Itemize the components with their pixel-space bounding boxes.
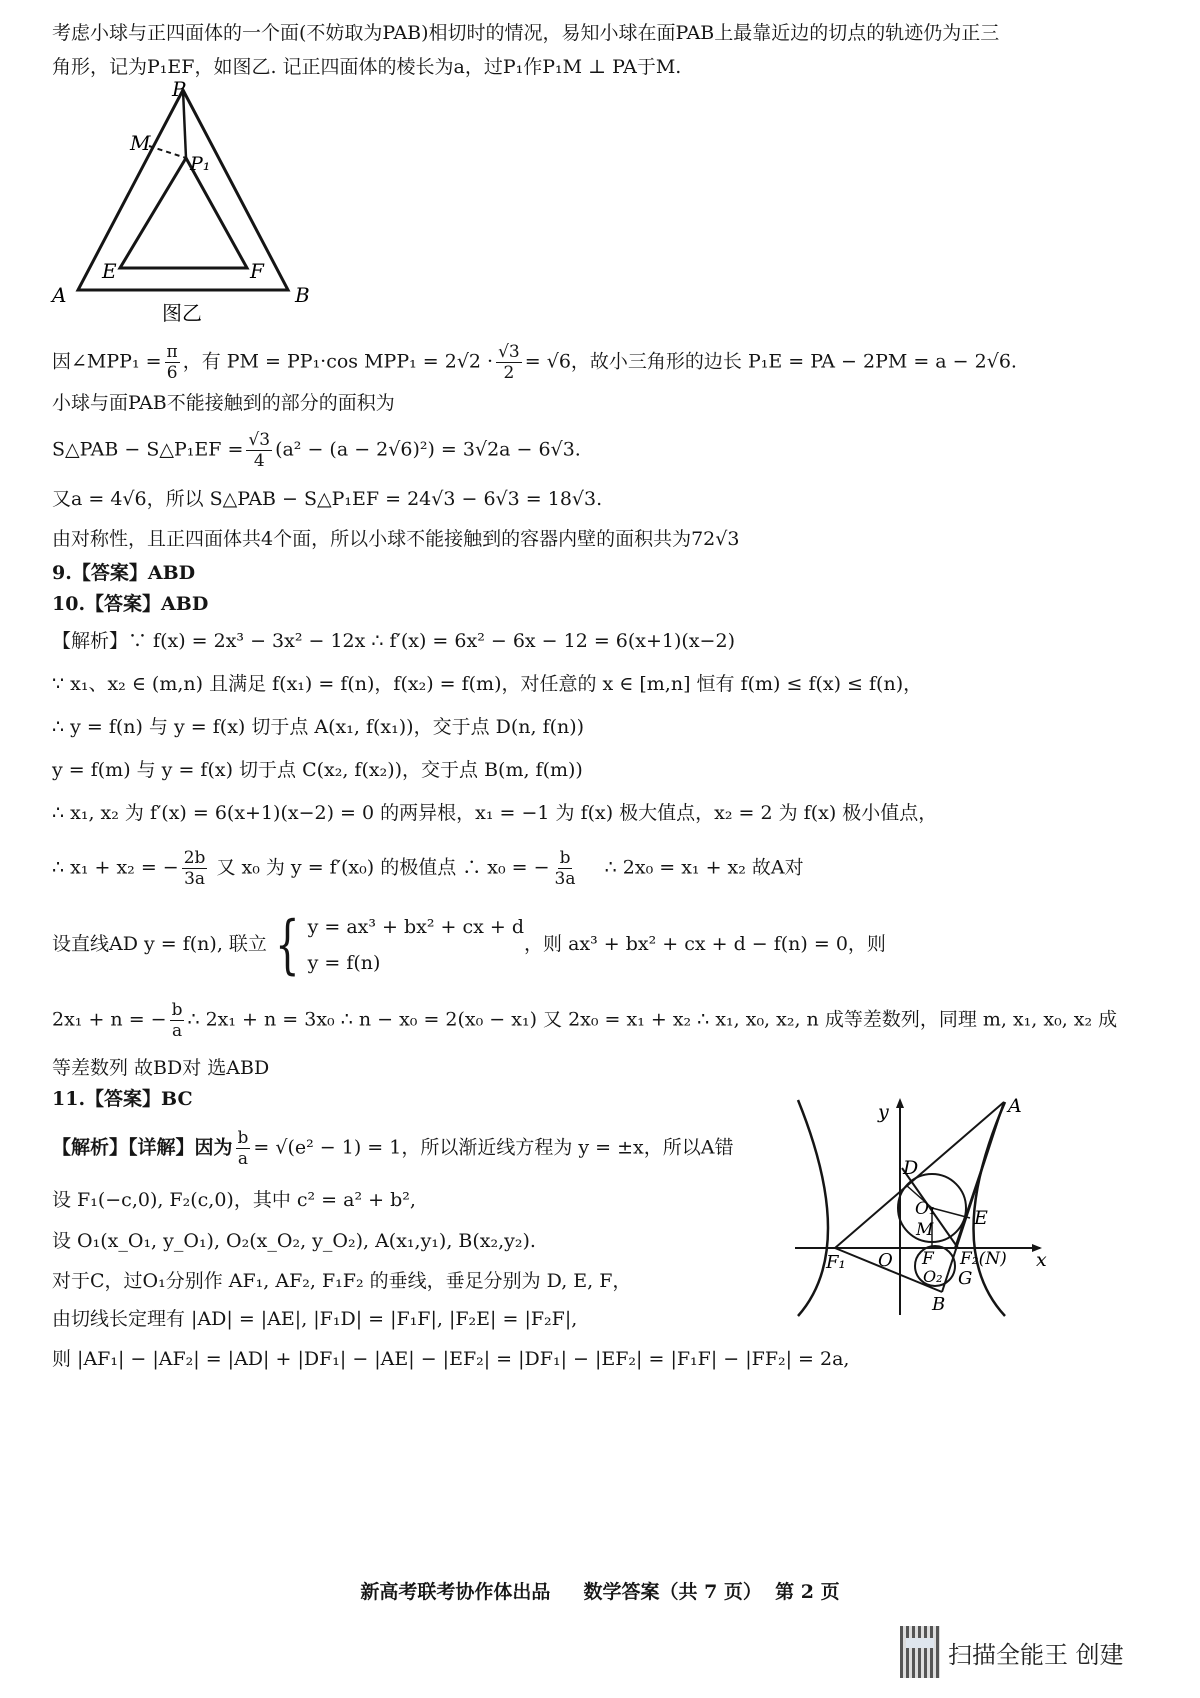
text-line-22: 设 O₁(x_O₁, y_O₁), O₂(x_O₂, y_O₂), A(x₁,y₁), B(x₂,y₂). <box>52 1230 536 1252</box>
text-line-5 <box>52 430 581 471</box>
label-f: F <box>250 259 264 283</box>
l15-part-b: 又 x₀ 为 y = f′(x₀) 的极值点 ∴ x₀ = − <box>216 856 550 879</box>
frac-num: 2b <box>183 848 206 868</box>
scanner-label: 扫描全能王 创建 <box>948 1640 1124 1669</box>
l20-part-a: 【解析】【详解】因为 <box>52 1136 233 1159</box>
label-d: D <box>903 1157 919 1179</box>
label-e: E <box>102 259 117 283</box>
answer-11: 11.【答案】BC <box>52 1088 193 1110</box>
figure-caption: 图乙 <box>162 301 202 325</box>
l5-part-b: (a² − (a − 2√6)²) = 3√2a − 6√3. <box>275 438 581 461</box>
text-line-10: 【解析】∵ f(x) = 2x³ − 3x² − 12x ∴ f′(x) = 6x² − 6x − 12 = 6(x+1)(x−2) <box>52 630 735 652</box>
qr-code-icon <box>900 1626 940 1678</box>
text-line-15 <box>52 848 804 889</box>
fraction-pi-6 <box>165 342 180 383</box>
answer-9: 9.【答案】ABD <box>52 562 196 584</box>
label-m: M <box>916 1220 934 1240</box>
text-line-14: ∴ x₁, x₂ 为 f′(x) = 6(x+1)(x−2) = 0 的两异根，x₁ = −1 为 f(x) 极大值点，x₂ = 2 为 f(x) 极小值点， <box>52 802 938 824</box>
label-m: M <box>130 131 151 155</box>
brace-symbol: { <box>275 908 300 982</box>
text-line-11: ∵ x₁、x₂ ∈ (m,n) 且满足 f(x₁) = f(n)，f(x₂) = f(m)，对任意的 x ∈ [m,n] 恒有 f(m) ≤ f(x) ≤ f(n)， <box>52 673 923 695</box>
frac-den: a <box>171 1021 183 1041</box>
line-o1-e <box>932 1208 970 1218</box>
frac-num: √3 <box>248 430 271 450</box>
text-line-2: 角形，记为P₁EF，如图乙. 记正四面体的棱长为a，过P₁作P₁M ⊥ PA于M. <box>52 56 682 78</box>
label-g: G <box>958 1268 973 1289</box>
label-f: F <box>922 1249 934 1269</box>
label-p: P <box>172 80 186 101</box>
frac-den: 2 <box>503 363 515 383</box>
frac-num: b <box>559 848 571 868</box>
label-o: O <box>878 1250 893 1271</box>
text-line-25: 则 |AF₁| − |AF₂| = |AD| + |DF₁| − |AE| − |EF₂| = |DF₁| − |EF₂| = |F₁F| − |FF₂| = 2a, <box>52 1348 850 1370</box>
frac-den: 3a <box>184 869 206 889</box>
y-axis-arrow <box>896 1098 904 1108</box>
text-line-4: 小球与面PAB不能接触到的部分的面积为 <box>52 392 395 414</box>
l3-part-b: ，有 PM = PP₁·cos MPP₁ = 2√2 · <box>182 350 494 373</box>
label-f2n: F₂(N) <box>960 1249 1007 1269</box>
fraction-b-a-2 <box>236 1128 251 1169</box>
frac-num: √3 <box>498 342 520 362</box>
label-f1: F₁ <box>826 1252 846 1273</box>
label-b: B <box>932 1294 946 1315</box>
equation-row-1: y = ax³ + bx² + cx + d <box>307 916 525 938</box>
text-line-20 <box>52 1128 733 1169</box>
frac-num: π <box>166 342 178 362</box>
l16-part-b: ，则 ax³ + bx² + cx + d − f(n) = 0，则 <box>524 933 886 955</box>
hyperbola-left-branch <box>798 1100 828 1316</box>
text-line-17 <box>52 1000 1117 1041</box>
label-y: y <box>878 1101 889 1123</box>
l17-part-b: ∴ 2x₁ + n = 3x₀ ∴ n − x₀ = 2(x₀ − x₁) 又 2x₀ = x₁ + x₂ ∴ x₁, x₀, x₂, n 成等差数列，同理 m, x₁, x₀, x₂ 成 <box>187 1008 1118 1031</box>
segment-mp1 <box>149 146 186 158</box>
frac-den: 3a <box>554 869 576 889</box>
l5-part-a: S△PAB − S△P₁EF = <box>52 438 244 461</box>
fraction-b-a <box>170 1000 185 1041</box>
equation-row-2: y = f(n) <box>307 952 381 974</box>
label-b: B <box>295 283 310 307</box>
l15-part-a: ∴ x₁ + x₂ = − <box>52 856 179 879</box>
answer-10: 10.【答案】ABD <box>52 593 209 615</box>
l20-part-b: = √(e² − 1) = 1，所以渐近线方程为 y = ±x，所以A错 <box>253 1136 734 1159</box>
fraction-r3-2 <box>496 342 522 383</box>
text-line-6: 又a = 4√6，所以 S△PAB − S△P₁EF = 24√3 − 6√3 = 18√3. <box>52 488 603 510</box>
frac-den: 4 <box>253 451 265 471</box>
text-line-12: ∴ y = f(n) 与 y = f(x) 切于点 A(x₁, f(x₁))，交于点 D(n, f(n)) <box>52 716 585 738</box>
text-line-23: 对于C，过O₁分别作 AF₁, AF₂, F₁F₂ 的垂线，垂足分别为 D, E, F， <box>52 1270 632 1292</box>
figure-yi <box>50 80 330 330</box>
text-line-1: 考虑小球与正四面体的一个面(不妨取为PAB)相切时的情况，易知小球在面PAB上最靠近边的切点的轨迹仍为正三 <box>52 22 1000 44</box>
label-o2: O₂ <box>923 1267 943 1286</box>
text-line-13: y = f(m) 与 y = f(x) 切于点 C(x₂, f(x₂))，交于点 B(m, f(m)) <box>52 759 583 781</box>
l17-part-a: 2x₁ + n = − <box>52 1008 167 1031</box>
label-a: A <box>52 283 67 307</box>
page-footer: 新高考联考协作体出品 数学答案（共 7 页） 第 2 页 <box>360 1581 840 1603</box>
label-a: A <box>1008 1095 1022 1117</box>
text-line-3 <box>52 342 1017 383</box>
fraction-r3-4 <box>246 430 272 471</box>
frac-num: b <box>171 1000 183 1020</box>
label-o1: O₁ <box>915 1199 936 1219</box>
scanner-watermark <box>900 1626 1124 1678</box>
l3-part-a: 因∠MPP₁ = <box>52 350 162 373</box>
text-line-18: 等差数列 故BD对 选ABD <box>52 1057 270 1079</box>
l15-part-c: ∴ 2x₀ = x₁ + x₂ 故A对 <box>604 856 804 879</box>
text-line-21: 设 F₁(−c,0), F₂(c,0)，其中 c² = a² + b², <box>52 1189 416 1211</box>
label-x: x <box>1036 1249 1047 1271</box>
label-p1: P₁ <box>190 153 211 175</box>
system-of-equations <box>267 909 524 981</box>
l3-part-c: = √6，故小三角形的边长 P₁E = PA − 2PM = a − 2√6. <box>524 350 1017 373</box>
text-line-7: 由对称性，且正四面体共4个面，所以小球不能接触到的容器内壁的面积共为72√3 <box>52 528 740 550</box>
fraction-b-3a <box>553 848 578 889</box>
l16-part-a: 设直线AD y = f(n), 联立 <box>52 933 267 955</box>
equation-rows <box>308 909 524 981</box>
figure-hyperbola <box>790 1090 1060 1320</box>
frac-den: 6 <box>166 363 178 383</box>
text-line-24: 由切线长定理有 |AD| = |AE|, |F₁D| = |F₁F|, |F₂E| = |F₂F|, <box>52 1308 578 1330</box>
frac-num: b <box>237 1128 249 1148</box>
text-line-16 <box>52 908 886 981</box>
fraction-2b-3a <box>182 848 208 889</box>
frac-den: a <box>237 1149 249 1169</box>
label-e: E <box>974 1207 988 1229</box>
